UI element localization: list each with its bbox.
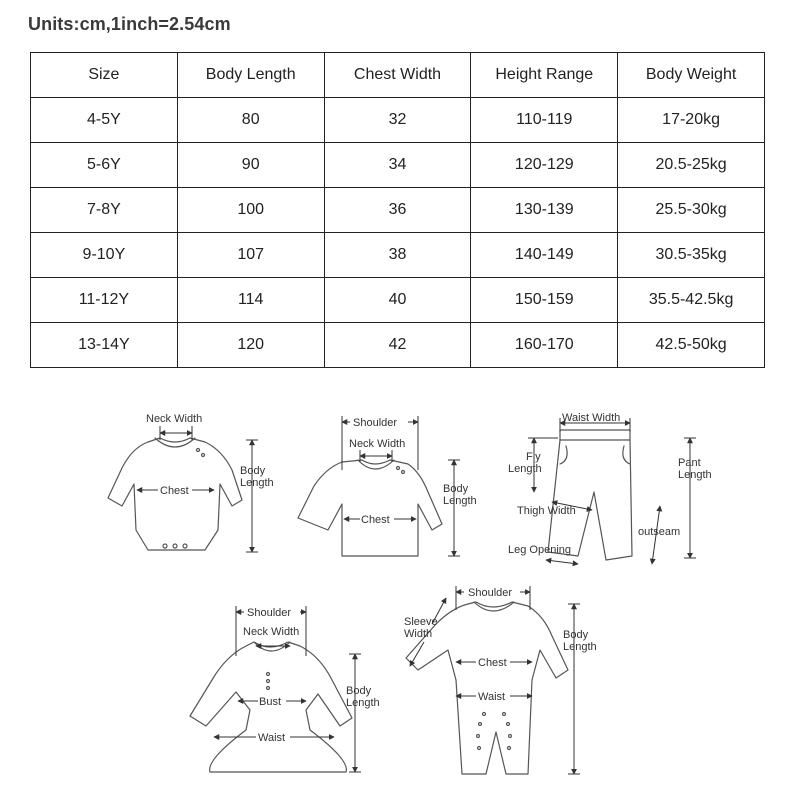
cell-body-weight: 20.5-25kg (618, 143, 765, 188)
size-chart-table (30, 52, 765, 368)
cell-body-length: 90 (177, 143, 324, 188)
table-row (31, 98, 765, 143)
bodysuit-length-label: Length (240, 477, 274, 489)
cell-chest-width: 36 (324, 188, 471, 233)
header-body-length: Body Length (177, 53, 324, 98)
table-row (31, 278, 765, 323)
cell-height-range: 140-149 (471, 233, 618, 278)
pants-pant-label: Pant (678, 457, 701, 469)
header-chest-width: Chest Width (324, 53, 471, 98)
cell-chest-width: 38 (324, 233, 471, 278)
dress-diagram (190, 605, 380, 772)
cell-chest-width: 32 (324, 98, 471, 143)
cell-size: 4-5Y (31, 98, 178, 143)
sweater-chest-label: Chest (361, 514, 390, 526)
cell-size: 13-14Y (31, 323, 178, 368)
pants-waistband (560, 430, 630, 440)
romper-body-label: Body (563, 629, 589, 641)
pants-pant-length-label: Length (678, 469, 712, 481)
pants-waist-width-label: Waist Width (562, 412, 621, 424)
cell-body-length: 100 (177, 188, 324, 233)
pants-fly-label: Fly (526, 451, 541, 463)
sweater-neck-width-label: Neck Width (349, 438, 406, 450)
cell-body-weight: 17-20kg (618, 98, 765, 143)
table-row (31, 143, 765, 188)
measurement-diagrams-svg (0, 380, 800, 800)
cell-body-length: 114 (177, 278, 324, 323)
pants-diagram (508, 412, 712, 564)
romper-width-label: Width (404, 628, 433, 640)
dress-neck-width-label: Neck Width (243, 626, 300, 638)
pants-leg-opening-label: Leg Opening (508, 544, 571, 556)
bodysuit-diagram (108, 413, 274, 552)
header-body-weight: Body Weight (618, 53, 765, 98)
cell-chest-width: 42 (324, 323, 471, 368)
cell-height-range: 150-159 (471, 278, 618, 323)
bodysuit-body-label: Body (240, 465, 266, 477)
header-size: Size (31, 53, 178, 98)
units-note: Units:cm,1inch=2.54cm (28, 14, 231, 34)
cell-chest-width: 40 (324, 278, 471, 323)
cell-body-length: 107 (177, 233, 324, 278)
pants-thigh-width-label: Thigh Width (517, 505, 576, 517)
cell-height-range: 120-129 (471, 143, 618, 188)
cell-chest-width: 34 (324, 143, 471, 188)
pants-outline (548, 440, 632, 560)
dress-shoulder-label: Shoulder (247, 607, 292, 619)
cell-height-range: 110-119 (471, 98, 618, 143)
cell-body-length: 120 (177, 323, 324, 368)
romper-shoulder-label: Shoulder (468, 587, 513, 599)
sweater-body-label: Body (443, 483, 469, 495)
cell-height-range: 130-139 (471, 188, 618, 233)
dress-body-label: Body (346, 685, 372, 697)
header-height-range: Height Range (471, 53, 618, 98)
cell-size: 7-8Y (31, 188, 178, 233)
dress-waist-label: Waist (258, 732, 286, 744)
measurement-diagrams (0, 380, 800, 800)
bodysuit-neck-width-label: Neck Width (146, 413, 203, 425)
romper-length-label: Length (563, 641, 597, 653)
dress-bust-label: Bust (259, 696, 282, 708)
cell-size: 5-6Y (31, 143, 178, 188)
table-row (31, 233, 765, 278)
cell-body-length: 80 (177, 98, 324, 143)
romper-diagram (404, 585, 597, 774)
sweater-length-label: Length (443, 495, 477, 507)
table-row (31, 323, 765, 368)
sweater-shoulder-label: Shoulder (353, 417, 398, 429)
pants-outseam-label: outseam (638, 526, 681, 538)
table-header-row (31, 53, 765, 98)
sweater-diagram (298, 415, 477, 556)
cell-body-weight: 30.5-35kg (618, 233, 765, 278)
bodysuit-chest-label: Chest (160, 485, 189, 497)
cell-size: 9-10Y (31, 233, 178, 278)
sweater-outline (298, 460, 442, 556)
romper-chest-label: Chest (478, 657, 507, 669)
romper-sleeve-label: Sleeve (404, 616, 438, 628)
cell-height-range: 160-170 (471, 323, 618, 368)
romper-waist-label: Waist (478, 691, 506, 703)
cell-size: 11-12Y (31, 278, 178, 323)
cell-body-weight: 25.5-30kg (618, 188, 765, 233)
cell-body-weight: 42.5-50kg (618, 323, 765, 368)
dress-length-label: Length (346, 697, 380, 709)
pants-fly-length-label: Length (508, 463, 542, 475)
table-row (31, 188, 765, 233)
cell-body-weight: 35.5-42.5kg (618, 278, 765, 323)
